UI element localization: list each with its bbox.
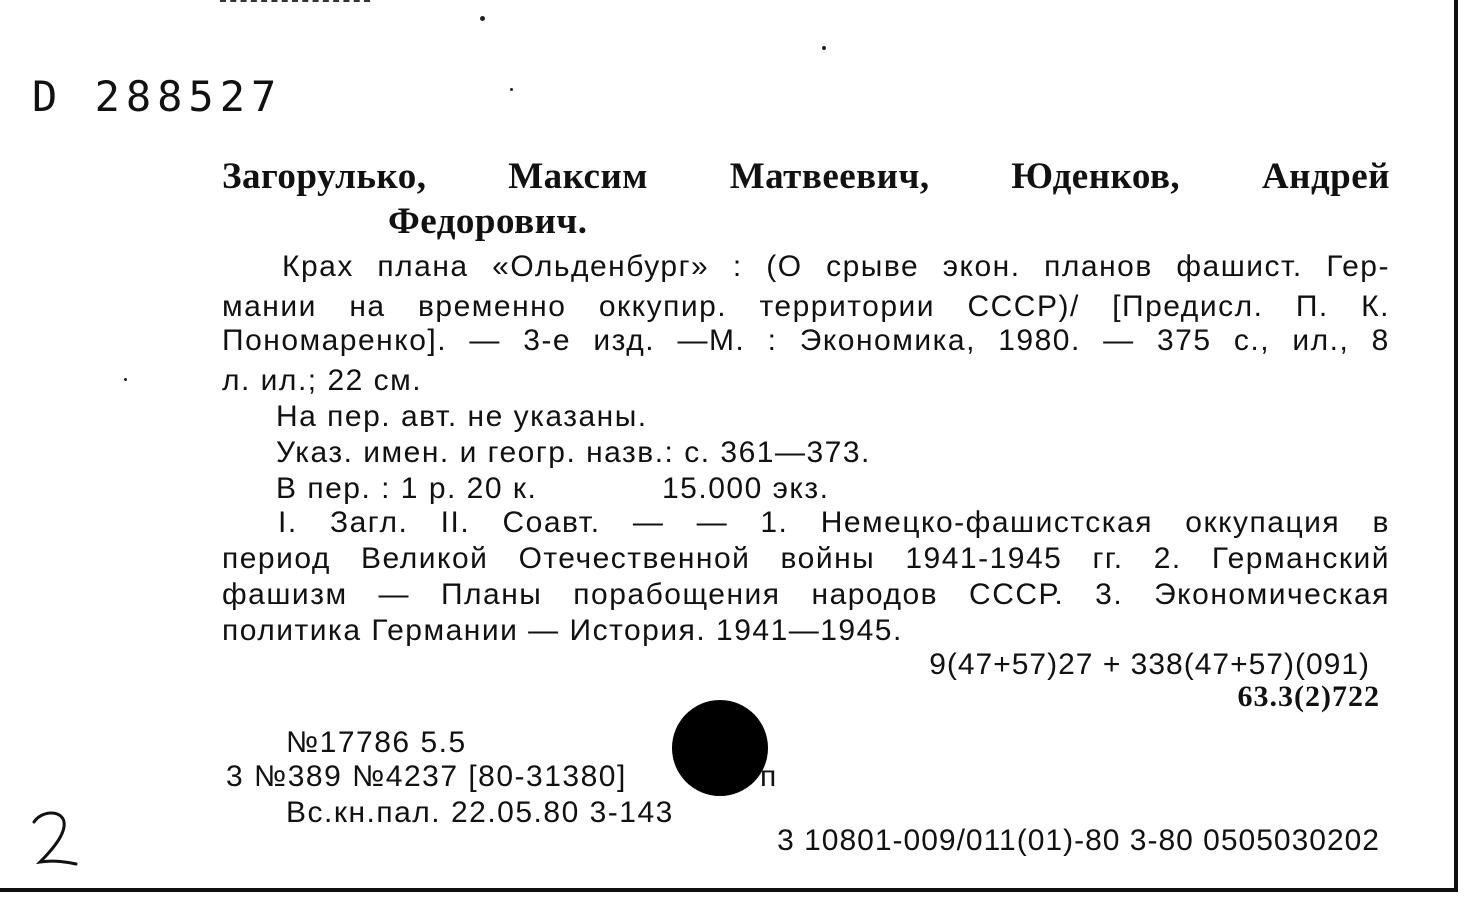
subjects-line-3 [222,578,1390,612]
word: Германский [1211,542,1390,575]
word: 1941-1945 [905,542,1063,575]
word: I. [278,506,298,539]
word: II. [440,506,471,539]
word: срыве [826,250,920,283]
word: фашизм [222,578,348,611]
word: 2. [1153,542,1182,575]
word: — [632,506,665,539]
description-line-3 [222,324,1390,358]
word: Отечественной [518,542,751,575]
word: порабощения [573,578,781,611]
isbn-line: 3 10801-009/011(01)-80 3-80 0505030202 [777,824,1380,857]
binding-price: В пер. : 1 р. 20 к. [276,472,538,505]
word: Планы [440,578,543,611]
dust-speck [480,16,485,21]
word: «Ольденбург» [492,250,710,283]
word: Загл. [329,506,409,539]
word: 8 [1371,324,1390,357]
chamber-line: Вс.кн.пал. 22.05.80 3-143 [286,796,674,829]
word: СССР. [969,578,1065,611]
word: экон. [942,250,1021,283]
dust-speck [822,46,826,50]
handwritten-mark [28,808,84,872]
word: Соавт. [502,506,601,539]
udc-code: 9(47+57)27 + 338(47+57)(091) [929,648,1370,681]
print-scratch [220,0,370,6]
word: ил., [1292,324,1350,357]
word: войны [780,542,876,575]
word: — [1103,324,1135,357]
catalog-suffix: п [760,760,778,793]
word: Пономаренко]. [222,324,448,357]
word: 375 [1156,324,1212,357]
word: : [767,324,778,357]
word: Экономическая [1154,578,1390,611]
word: на [349,290,386,323]
subjects-line-1 [278,506,1390,540]
word: 1. [760,506,789,539]
word: с., [1233,324,1271,357]
word: мании [222,290,317,323]
word: Юденков, [1011,156,1181,197]
catalog-line: 3 №389 №4237 [80-31380] [226,760,627,793]
word: (О [766,250,803,283]
word: оккупация [1185,506,1341,539]
word: — [378,578,411,611]
author-heading [222,155,1390,243]
print-run: 15.000 экз. [662,472,830,505]
description-line-2 [222,290,1390,324]
word: оккупир. [598,290,728,323]
word: фашист. [1176,250,1303,283]
description-line-1 [282,250,1390,284]
word: : [732,250,743,283]
note-authors: На пер. авт. не указаны. [276,400,648,433]
subjects-line-2 [222,542,1390,576]
word: 3-е [523,324,572,357]
word: гг. [1092,542,1124,575]
word: Андрей [1261,156,1390,197]
word: — [469,324,501,357]
word: К. [1361,290,1390,323]
order-number: №17786 5.5 [286,726,467,759]
word: период [222,542,331,575]
word: Великой [361,542,489,575]
word: П. [1295,290,1329,323]
word: народов [811,578,939,611]
dust-speck [124,378,127,381]
word: временно [417,290,567,323]
word: Экономика, [799,324,976,357]
word: Гер- [1326,250,1390,283]
word: плана [377,250,469,283]
word: [Предисл. [1112,290,1264,323]
word: — [696,506,729,539]
author-line-2: Федорович. [388,201,588,242]
word: Загорулько, [222,156,427,197]
punch-hole [672,700,768,796]
word: Крах [282,250,354,283]
word: территории [759,290,936,323]
word: СССР)/ [967,290,1080,323]
note-index: Указ. имен. и геогр. назв.: с. 361—373. [276,436,871,469]
word: Матвеевич, [729,156,930,197]
word: в [1372,506,1390,539]
author-line-1 [222,155,1390,198]
word: изд. [593,324,656,357]
word: планов [1044,250,1153,283]
description-line-4: л. ил.; 22 см. [222,364,423,397]
call-number: D 288527 [32,72,283,121]
bbk-code: 63.3(2)722 [1237,680,1380,713]
dust-speck [510,88,513,91]
subjects-line-4: политика Германии — История. 1941—1945. [222,614,903,647]
word: 1980. [998,324,1081,357]
word: —М. [677,324,746,357]
word: 3. [1095,578,1124,611]
word: Максим [508,156,648,197]
word: Немецко-фашистская [820,506,1153,539]
